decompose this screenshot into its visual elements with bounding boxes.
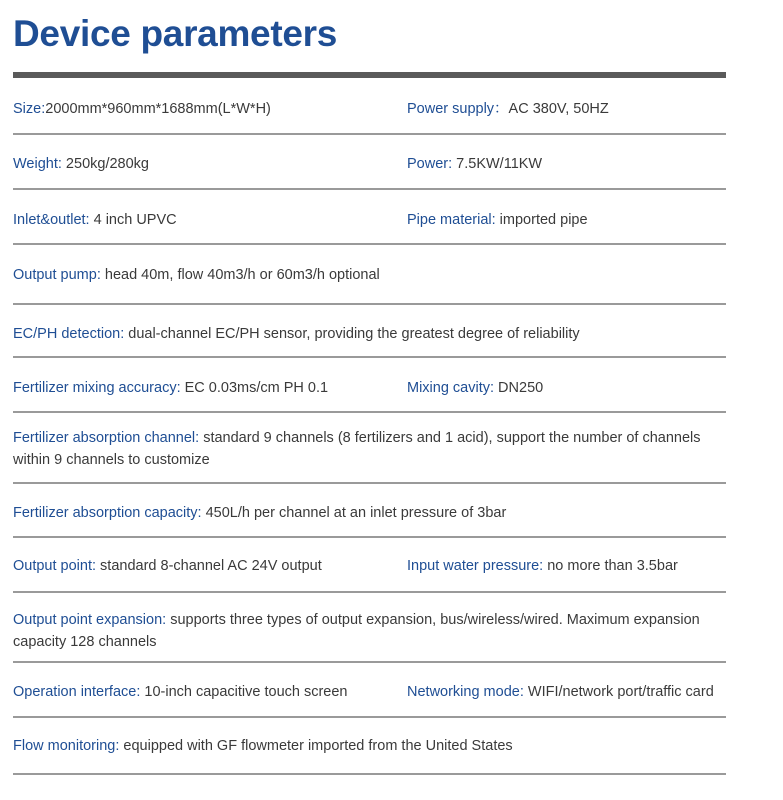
row-divider — [13, 188, 726, 190]
param-absorption-channel — [13, 427, 729, 471]
param-label: Flow monitoring: — [13, 738, 120, 754]
param-value: imported pipe — [495, 212, 588, 228]
param-value: no more than 3.5bar — [543, 558, 678, 574]
param-row-flow-monitoring — [13, 735, 729, 757]
row-divider — [13, 661, 726, 663]
param-label: Inlet&outlet: — [13, 212, 90, 228]
row-divider — [13, 482, 726, 484]
row-divider — [13, 303, 726, 305]
row-divider — [13, 716, 726, 718]
param-row-absorption-capacity — [13, 502, 729, 524]
param-value: 7.5KW/11KW — [452, 156, 543, 172]
param-label: Power supply： — [407, 101, 509, 117]
row-divider — [13, 133, 726, 135]
param-label: Size: — [13, 101, 46, 117]
row-divider — [13, 773, 726, 775]
param-value: 250kg/280kg — [61, 156, 149, 172]
param-value: DN250 — [494, 380, 544, 396]
param-row-output-pump — [13, 264, 729, 286]
param-label: Weight: — [13, 156, 62, 172]
param-value: 10-inch capacitive touch screen — [140, 684, 348, 700]
param-label: Output point expansion: — [13, 612, 167, 628]
param-row-output-expansion — [13, 609, 729, 653]
param-power — [407, 153, 542, 175]
row-divider — [13, 243, 726, 245]
param-value: equipped with GF flowmeter imported from the United States — [119, 738, 513, 754]
param-absorption-capacity — [13, 502, 729, 524]
param-value: WIFI/network port/traffic card — [523, 684, 714, 700]
param-row-absorption-channel — [13, 427, 729, 471]
param-value: 450L/h per channel at an inlet pressure of 3bar — [201, 505, 507, 521]
param-pipe-material — [407, 209, 588, 231]
param-label: Output pump: — [13, 267, 101, 283]
param-label: Fertilizer mixing accuracy: — [13, 380, 181, 396]
param-value: dual-channel EC/PH sensor, providing the greatest degree of reliability — [124, 326, 580, 342]
param-networking-mode — [407, 681, 714, 703]
param-label: Fertilizer absorption capacity: — [13, 505, 202, 521]
param-label: Networking mode: — [407, 684, 524, 700]
page-title: Device parameters — [13, 13, 337, 54]
param-value: EC 0.03ms/cm PH 0.1 — [180, 380, 329, 396]
param-label: Power: — [407, 156, 453, 172]
param-output-expansion — [13, 609, 729, 653]
param-value: supports three types of output expansion, bus/wireless/wired. Maximum expansion capacity 128 channels — [13, 612, 700, 650]
param-value: standard 9 channels (8 fertilizers and 1 acid), support the number of channels within 9 channels to customize — [13, 430, 701, 468]
param-operation-interface — [13, 681, 348, 703]
param-output-pump — [13, 264, 729, 286]
param-label: Input water pressure: — [407, 558, 544, 574]
row-divider — [13, 356, 726, 358]
param-size — [13, 98, 271, 120]
param-ecph-detection — [13, 323, 729, 345]
param-row-ecph — [13, 323, 729, 345]
row-divider — [13, 536, 726, 538]
param-input-water-pressure — [407, 555, 678, 577]
row-divider — [13, 591, 726, 593]
param-label: EC/PH detection: — [13, 326, 125, 342]
param-value: head 40m, flow 40m3/h or 60m3/h optional — [100, 267, 380, 283]
param-label: Operation interface: — [13, 684, 141, 700]
param-value: 4 inch UPVC — [89, 212, 177, 228]
param-label: Output point: — [13, 558, 97, 574]
param-mixing-cavity — [407, 377, 543, 399]
param-power-supply — [407, 98, 609, 120]
param-value: standard 8-channel AC 24V output — [96, 558, 322, 574]
param-mixing-accuracy — [13, 377, 328, 399]
param-value: AC 380V, 50HZ — [508, 101, 609, 117]
row-divider — [13, 411, 726, 413]
param-output-point — [13, 555, 322, 577]
param-label: Mixing cavity: — [407, 380, 495, 396]
param-weight — [13, 153, 149, 175]
param-value: 2000mm*960mm*1688mm(L*W*H) — [45, 101, 271, 117]
title-underline-bar — [13, 72, 726, 78]
param-inlet-outlet — [13, 209, 177, 231]
param-label: Pipe material: — [407, 212, 496, 228]
param-label: Fertilizer absorption channel: — [13, 430, 200, 446]
param-flow-monitoring — [13, 735, 729, 757]
